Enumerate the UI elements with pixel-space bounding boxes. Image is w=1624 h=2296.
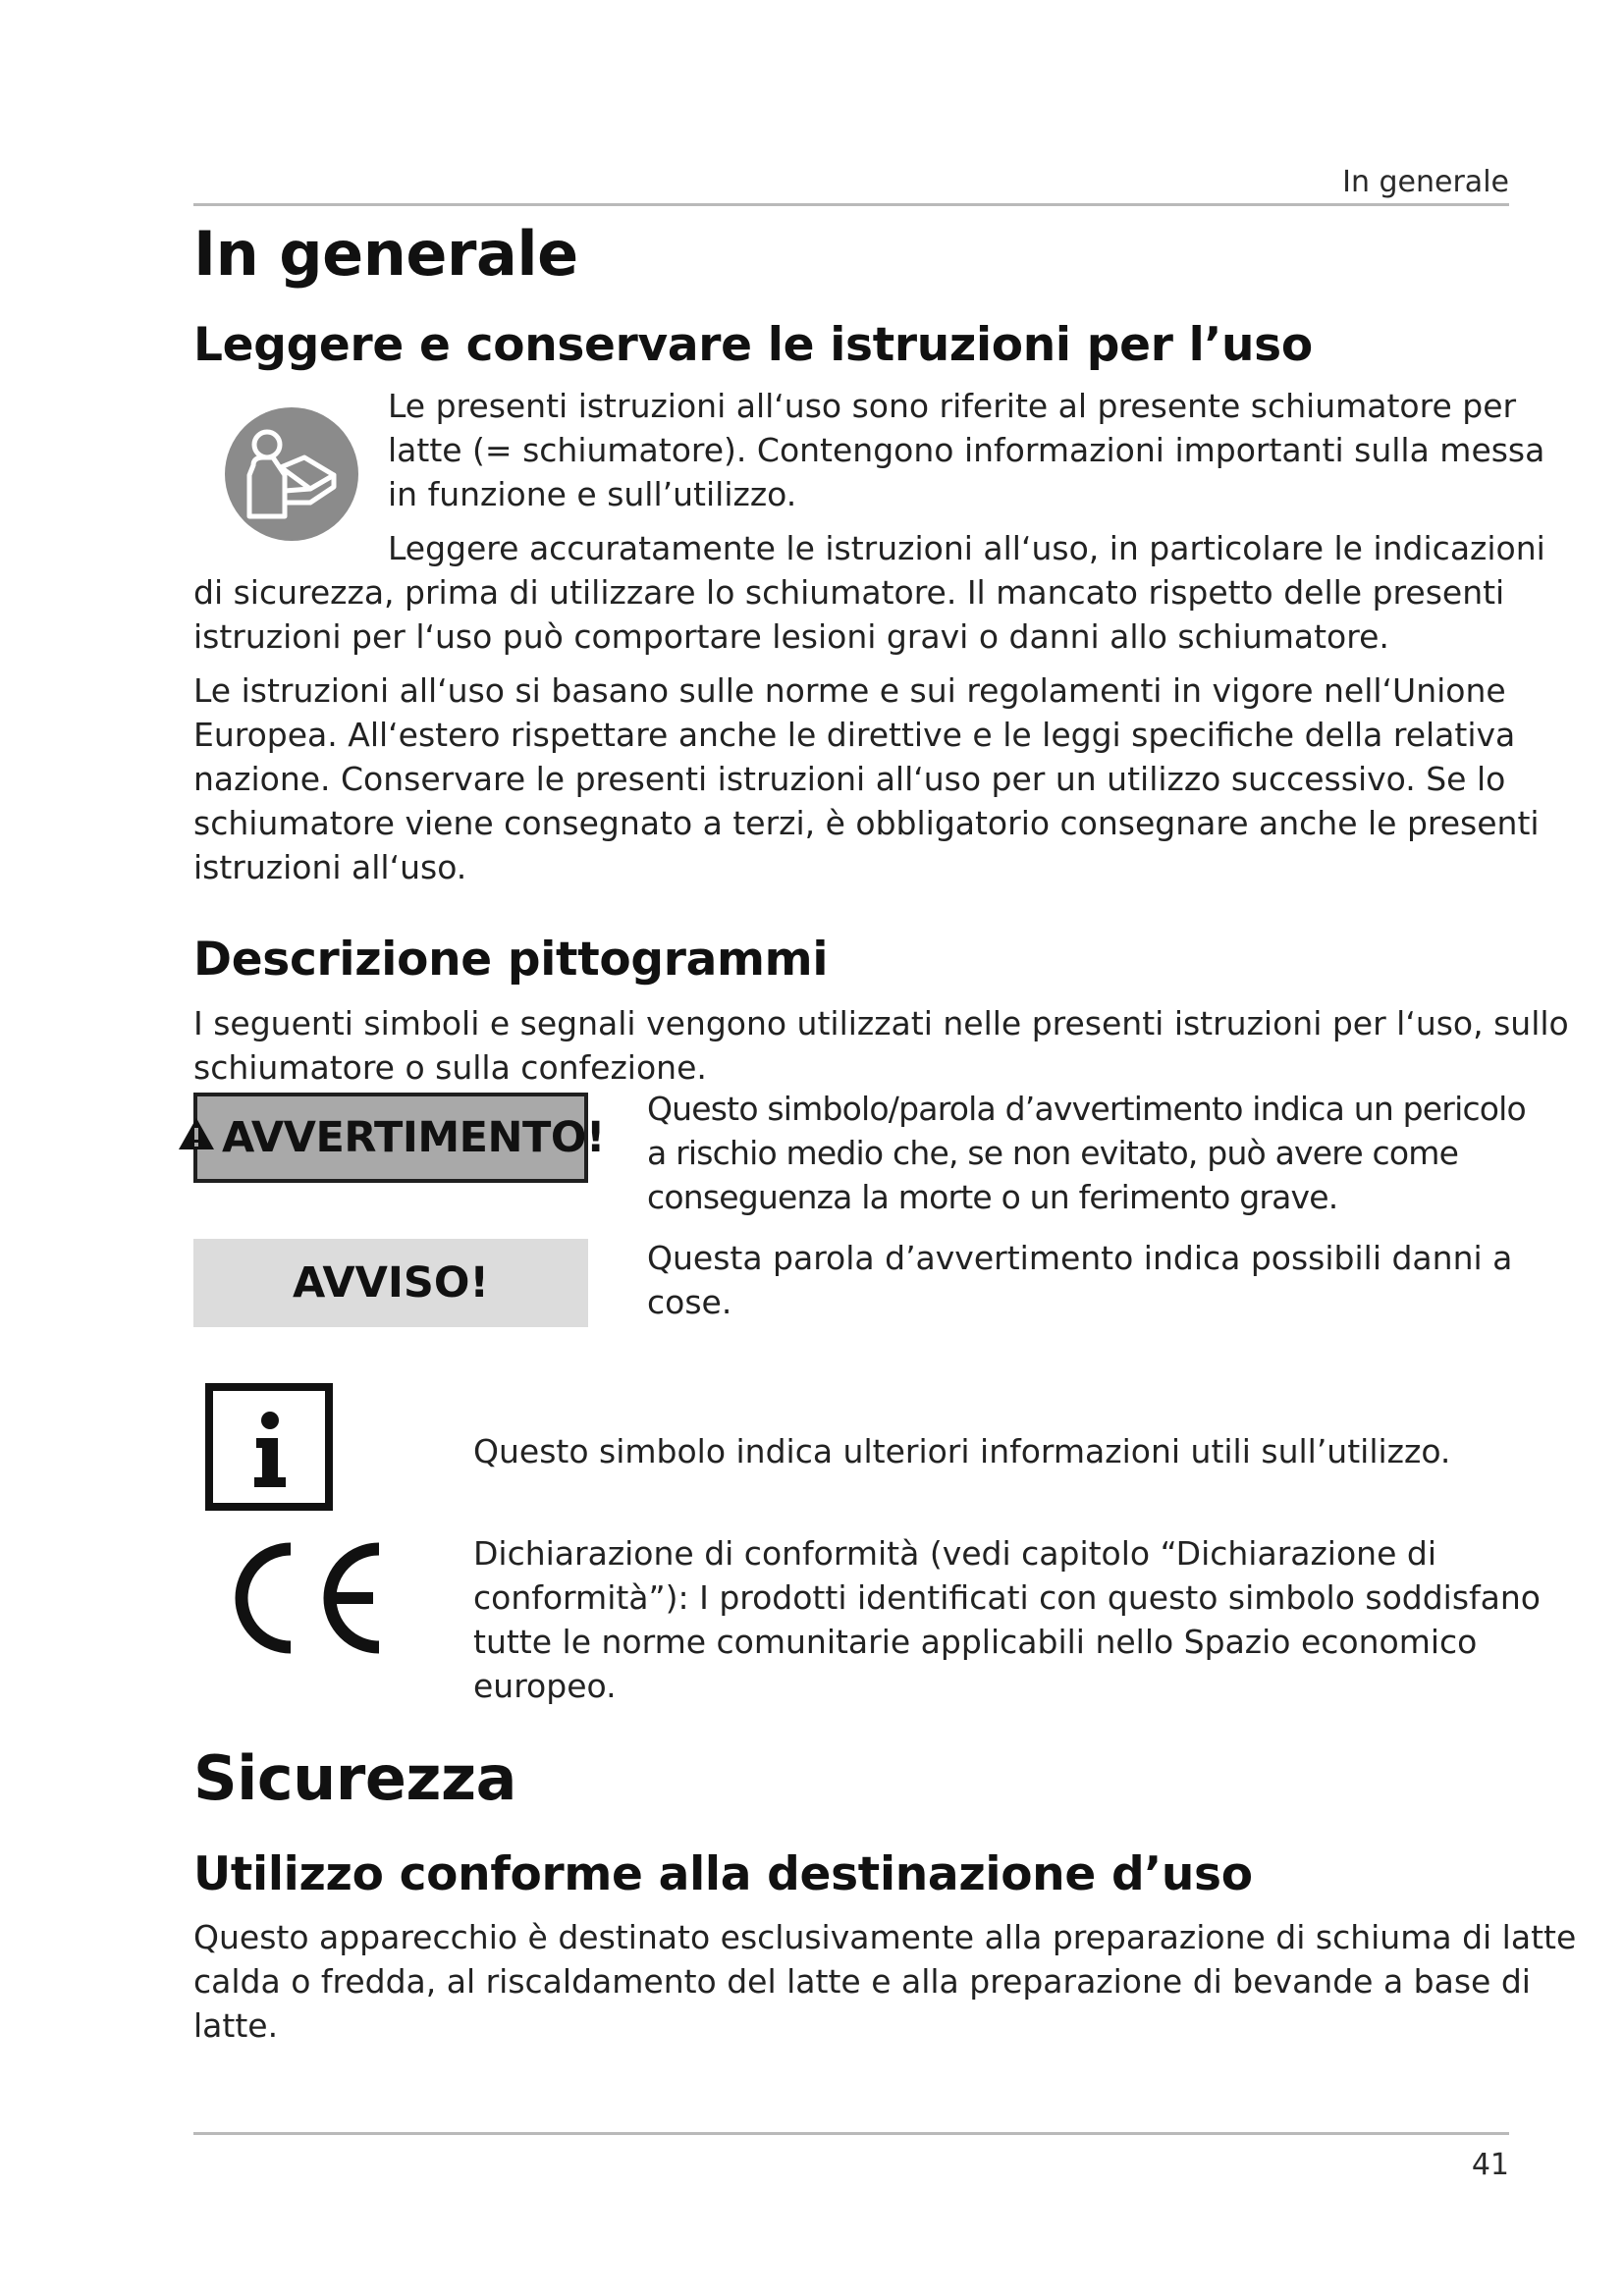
text-line: a rischio medio che, se non evitato, può avere come <box>647 1134 1459 1172</box>
notice-label: AVVISO! <box>292 1258 490 1308</box>
warning-description <box>647 1087 1526 1219</box>
text-line: istruzioni all‘uso. <box>193 848 467 886</box>
ce-description <box>473 1531 1541 1708</box>
intro-paragraph <box>388 384 1544 516</box>
norms-paragraph <box>193 668 1540 889</box>
info-description <box>473 1429 1450 1473</box>
text-line: europeo. <box>473 1667 617 1705</box>
warning-label-box <box>193 1093 605 1183</box>
section-title-general: In generale <box>193 218 578 290</box>
text-line: istruzioni per l‘uso può comportare lesioni gravi o danni allo schiumatore. <box>193 617 1389 656</box>
text-line: Questa parola d’avvertimento indica possibili danni a <box>647 1239 1513 1277</box>
section-title-safety: Sicurezza <box>193 1742 516 1814</box>
text-line: Questo simbolo/parola d’avvertimento indica un pericolo <box>647 1090 1526 1128</box>
text-line: di sicurezza, prima di utilizzare lo schiumatore. Il mancato rispetto delle presenti <box>193 573 1505 612</box>
text-line: schiumatore viene consegnato a terzi, è obbligatorio consegnare anche le presenti <box>193 804 1540 842</box>
text-line: Questo apparecchio è destinato esclusivamente alla preparazione di schiuma di latte <box>193 1918 1577 1956</box>
running-header: In generale <box>1342 165 1509 199</box>
page-number: 41 <box>1471 2148 1509 2182</box>
text-line: Leggere accuratamente le istruzioni all‘uso, in particolare le indicazioni <box>388 529 1545 567</box>
subsection-title-read-instructions: Leggere e conservare le istruzioni per l’uso <box>193 318 1313 372</box>
warning-triangle-icon <box>177 1113 216 1162</box>
notice-description <box>647 1236 1512 1324</box>
warning-label: AVVERTIMENTO! <box>222 1113 605 1162</box>
text-line: cose. <box>647 1283 732 1321</box>
header-rule <box>193 203 1509 206</box>
subsection-title-pictograms: Descrizione pittogrammi <box>193 933 829 987</box>
text-line: I seguenti simboli e segnali vengono utilizzati nelle presenti istruzioni per l‘uso, sullo <box>193 1004 1569 1042</box>
footer-rule <box>193 2132 1509 2135</box>
text-line: schiumatore o sulla confezione. <box>193 1048 707 1087</box>
text-line: conseguenza la morte o un ferimento grave. <box>647 1178 1338 1216</box>
text-line: conformità”): I prodotti identificati con questo simbolo soddisfano <box>473 1578 1541 1617</box>
text-line: Questo simbolo indica ulteriori informazioni utili sull’utilizzo. <box>473 1432 1451 1470</box>
text-line: latte (= schiumatore). Contengono informazioni importanti sulla messa <box>388 431 1545 469</box>
text-line: latte. <box>193 2006 279 2045</box>
text-line: in funzione e sull’utilizzo. <box>388 475 797 513</box>
notice-label-box <box>193 1239 588 1327</box>
text-line: Dichiarazione di conformità (vedi capitolo “Dichiarazione di <box>473 1534 1436 1573</box>
text-line: nazione. Conservare le presenti istruzioni all‘uso per un utilizzo successivo. Se lo <box>193 760 1506 798</box>
intended-use-paragraph <box>193 1915 1576 2048</box>
pictograms-intro <box>193 1001 1569 1090</box>
text-line: tutte le norme comunitarie applicabili nello Spazio economico <box>473 1623 1478 1661</box>
read-carefully-paragraph <box>193 526 1545 659</box>
text-line: Europea. All‘estero rispettare anche le direttive e le leggi specifiche della relativa <box>193 716 1516 754</box>
text-line: Le istruzioni all‘uso si basano sulle norme e sui regolamenti in vigore nell‘Unione <box>193 671 1506 710</box>
read-manual-icon <box>224 406 359 542</box>
ce-mark-icon <box>222 1537 384 1660</box>
info-icon <box>205 1383 333 1511</box>
text-line: calda o fredda, al riscaldamento del latte e alla preparazione di bevande a base di <box>193 1962 1531 2001</box>
text-line: Le presenti istruzioni all‘uso sono riferite al presente schiumatore per <box>388 387 1517 425</box>
subsection-title-intended-use: Utilizzo conforme alla destinazione d’uso <box>193 1847 1253 1901</box>
